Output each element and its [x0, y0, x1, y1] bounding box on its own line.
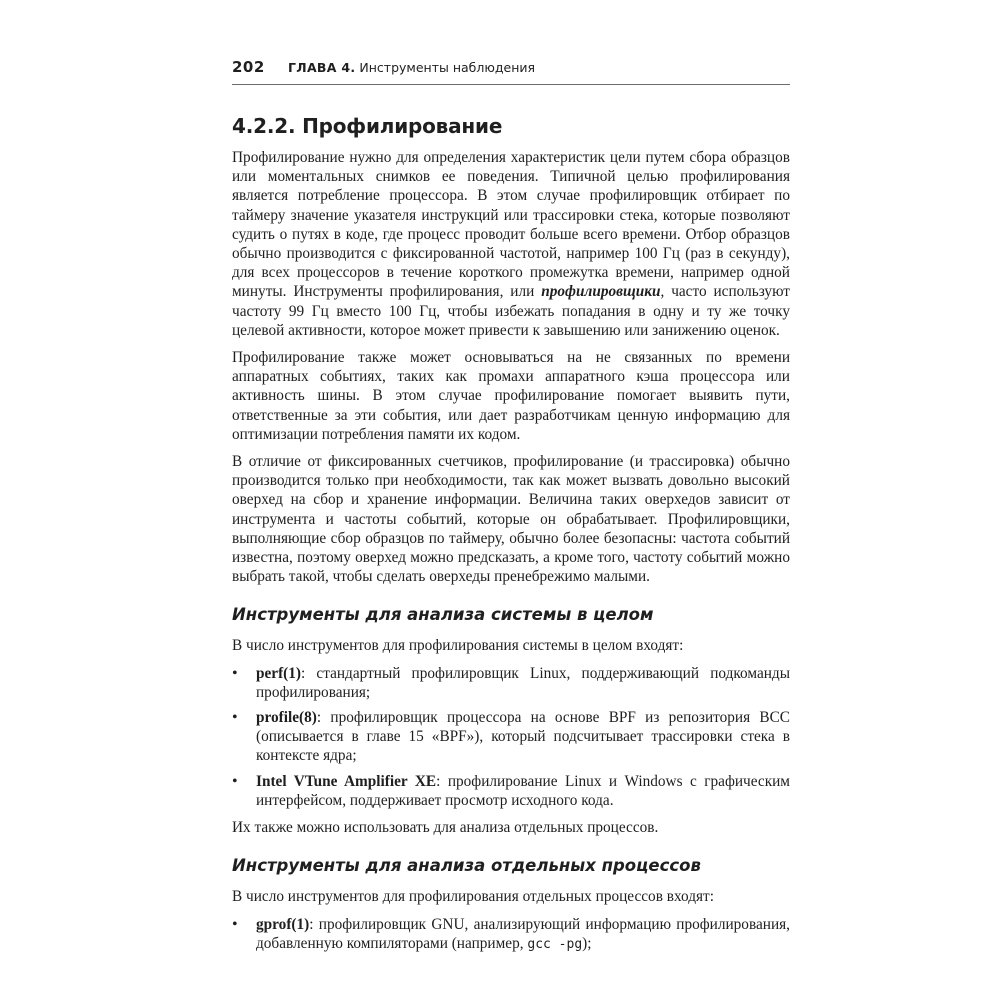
per-process-intro: В число инструментов для профилирования отдельных процессов входят:	[232, 888, 714, 906]
system-wide-list	[232, 664, 790, 810]
running-header	[232, 56, 790, 85]
tool-description: : профилировщик процессора на основе BPF из репозитория BCC (описывается в главе 15 «BPF»), который подсчитывает трассировки стека в контексте ядра;	[256, 709, 790, 765]
tool-name: Intel VTune Amplifier XE	[256, 772, 437, 790]
paragraph-1-start: Профилирование нужно для определения характеристик цели путем сбора образцов или моментальных снимков ее поведения. Типичной целью профилирования является потребление процессора. В этом случае профилировщик отбирает по таймеру значение указателя инструкций или трассировки стека, которые позволяют судить о путях в коде, где процесс проводит больше всего времени. Отбор образцов обычно производится с фиксированной частотой, например 100 Гц (раз в секунду), для всех процессоров в течение короткого промежутка времени, например одной минуты. Инструменты профилирования, или	[232, 149, 790, 301]
tool-name: profile(8)	[256, 709, 317, 727]
chapter-label: ГЛАВА 4.	[288, 60, 356, 75]
system-wide-outro: Их также можно использовать для анализа отдельных процессов.	[232, 819, 659, 837]
paragraph-1	[232, 148, 790, 340]
tool-description: : стандартный профилировщик Linux, поддерживающий подкоманды профилирования;	[256, 664, 790, 701]
running-head	[288, 60, 535, 75]
term-profilers: профилировщики	[541, 283, 661, 301]
tool-description: : профилирование Linux и Windows с графическим интерфейсом, поддерживает просмотр исходного кода.	[256, 772, 790, 809]
chapter-title: Инструменты наблюдения	[359, 60, 536, 75]
subsection-title-per-process: Инструменты для анализа отдельных процессов	[232, 856, 701, 876]
page-number: 202	[232, 58, 265, 76]
paragraph-1-end: , часто используют частоту 99 Гц вместо 100 Гц, чтобы избежать попадания в одну и ту же точку целевой активности, которое может привести к завышению или занижению оценок.	[232, 283, 790, 339]
tool-name: perf(1)	[256, 664, 302, 682]
page-content	[232, 112, 790, 962]
code-snippet: gcc -pg	[527, 936, 583, 952]
tool-description-tail: );	[582, 934, 592, 952]
paragraph-3: В отличие от фиксированных счетчиков, профилирование (и трассировка) обычно производится только при необходимости, так как может вызвать довольно высокий оверхед на сбор и хранение информации. Величина таких оверхедов зависит от инструмента и частоты событий, которые он обрабатывает. Профилировщики, выполняющие сбор образцов по таймеру, обычно более безопасны: частота событий известна, поэтому оверхед можно предсказать, а кроме того, частоту событий можно выбрать такой, чтобы сделать оверхеды пренебрежимо малыми.	[232, 453, 790, 586]
subsection-title-system-wide: Инструменты для анализа системы в целом	[232, 605, 654, 625]
tool-description: : профилировщик GNU, анализирующий информацию профилирования, добавленную компиляторами (например,	[256, 915, 790, 952]
list-item	[232, 708, 790, 766]
list-item	[232, 664, 790, 702]
list-item	[232, 915, 790, 954]
list-item	[232, 772, 790, 810]
tool-name: gprof(1)	[256, 915, 310, 933]
per-process-list	[232, 915, 790, 954]
paragraph-2: Профилирование также может основываться на не связанных по времени аппаратных событиях, таких как промахи аппаратного кэша процессора или активность шины. В этом случае профилирование помогает выявить пути, ответственные за эти события, или дает разработчикам ценную информацию для оптимизации потребления памяти их кодом.	[232, 349, 790, 443]
system-wide-intro: В число инструментов для профилирования системы в целом входят:	[232, 637, 684, 655]
section-title: 4.2.2. Профилирование	[232, 114, 503, 138]
